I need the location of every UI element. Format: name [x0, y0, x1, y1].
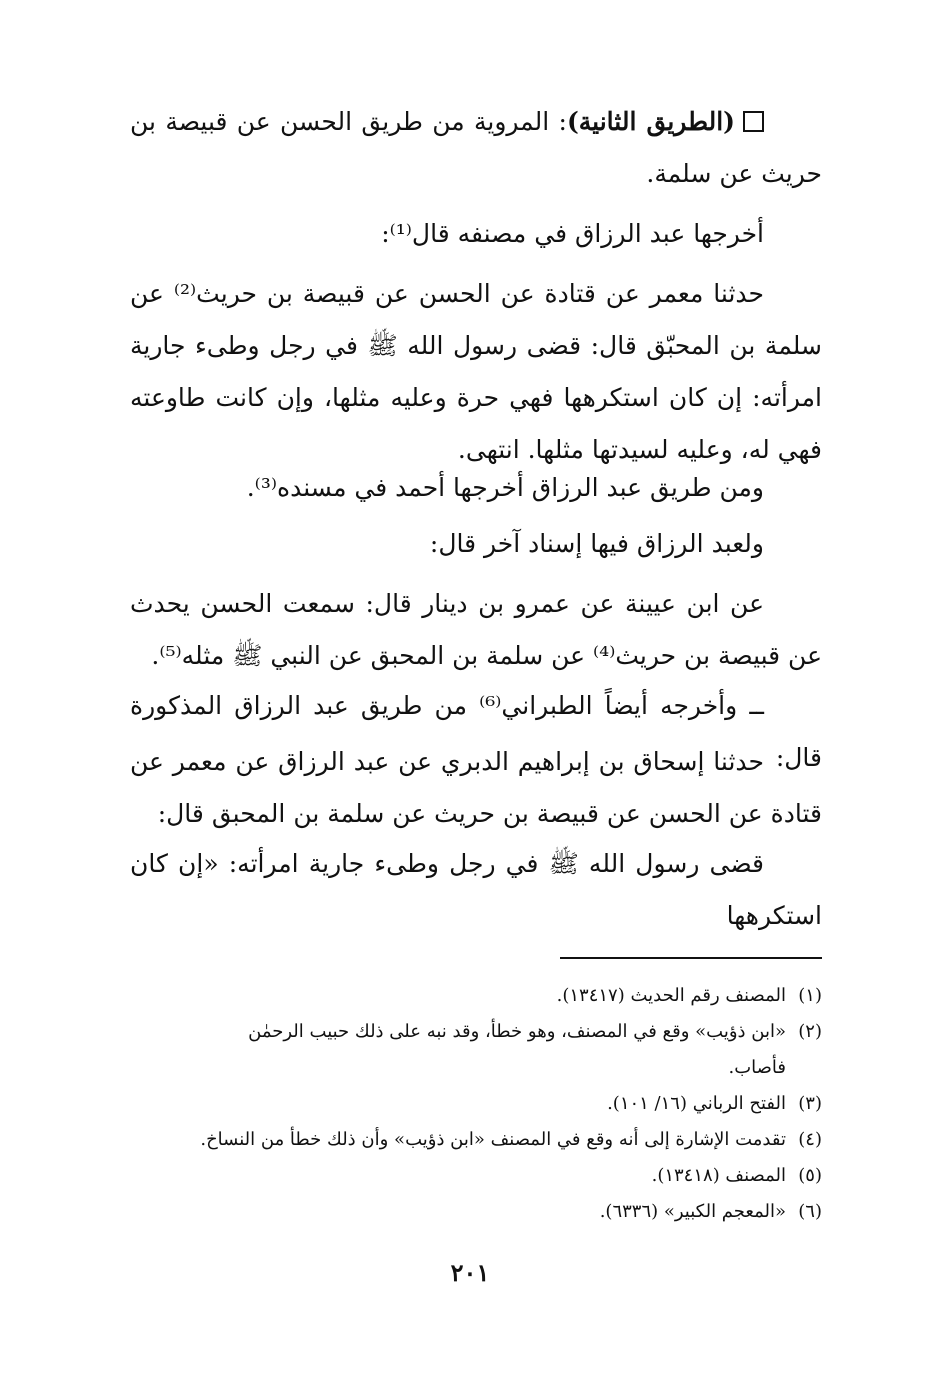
- paragraph-abdulrazzaq: أخرجها عبد الرزاق في مصنفه قال⁽¹⁾:: [381, 219, 764, 248]
- paragraph-text: : المروية من طريق الحسن عن قبيصة بن حريث عن سلمة.: [130, 107, 822, 188]
- footnote-text: الفتح الرباني (١٦/ ١٠١).: [607, 1093, 786, 1114]
- footnote-2: [128, 1014, 822, 1050]
- footnote-2-continuation: فأصاب.: [728, 1057, 786, 1078]
- footnote-5: [128, 1158, 822, 1194]
- square-bullet-icon: [743, 111, 764, 132]
- footnote-text: المصنف رقم الحديث (١٣٤١٧).: [556, 985, 786, 1006]
- footnote-4: [128, 1122, 822, 1158]
- footnote-number: (٦): [798, 1201, 822, 1222]
- footnote-number: (٣): [798, 1093, 822, 1114]
- paragraph-another-isnad: ولعبد الرزاق فيها إسناد آخر قال:: [429, 529, 764, 558]
- footnote-1: [128, 978, 822, 1014]
- footnote-text: تقدمت الإشارة إلى أنه وقع في المصنف «ابن ذؤيب» وأن ذلك خطأ من النساخ.: [200, 1129, 786, 1150]
- footnote-number: (٢): [798, 1021, 822, 1042]
- footnote-text: «المعجم الكبير» (٦٣٣٦).: [599, 1201, 786, 1222]
- footnotes: [128, 978, 822, 1230]
- footnote-divider: [560, 957, 822, 959]
- paragraph-hadith-text: حدثنا معمر عن قتادة عن الحسن عن قبيصة بن حريث⁽²⁾ عن سلمة بن المحبّق قال: قضى رسول الله ﷺ في رجل وطىء جارية امرأته: إن كان استكرهها فهي حرة وعليه مثلها، وإن كانت طاوعته فهي له، وعليه لسيدتها مثلها. انتهى.: [130, 279, 822, 464]
- page-number: ٢٠١: [450, 1258, 490, 1287]
- footnote-number: (٤): [798, 1129, 822, 1150]
- footnote-number: (١): [798, 985, 822, 1006]
- footnote-text: «ابن ذؤيب» وقع في المصنف، وهو خطأ، وقد نبه على ذلك حبيب الرحمٰن: [248, 1021, 786, 1042]
- paragraph-ibn-uyaynah: عن ابن عيينة عن عمرو بن دينار قال: سمعت الحسن يحدث عن قبيصة بن حريث⁽⁴⁾ عن سلمة بن المحبق عن النبي ﷺ مثله⁽⁵⁾.: [130, 589, 822, 670]
- paragraph-second-route: [130, 96, 822, 200]
- paragraph-ahmad: ومن طريق عبد الرزاق أخرجها أحمد في مسنده⁽³⁾.: [246, 473, 764, 502]
- paragraph-isnad-dabari: حدثنا إسحاق بن إبراهيم الدبري عن عبد الرزاق عن معمر عن قتادة عن الحسن عن قبيصة بن حريث عن سلمة بن المحبق قال:: [130, 747, 822, 828]
- footnote-number: (٥): [798, 1165, 822, 1186]
- footnote-3: [128, 1086, 822, 1122]
- paragraph-tabarani: ــ وأخرجه أيضاً الطبراني⁽⁶⁾ من طريق عبد الرزاق المذكورة قال:: [130, 691, 822, 772]
- footnote-6: [128, 1194, 822, 1230]
- paragraph-ruling: قضى رسول الله ﷺ في رجل وطىء جارية امرأته: «إن كان استكرهها: [130, 849, 822, 930]
- section-heading: (الطريق الثانية): [566, 107, 735, 136]
- footnote-text: المصنف (١٣٤١٨).: [651, 1165, 786, 1186]
